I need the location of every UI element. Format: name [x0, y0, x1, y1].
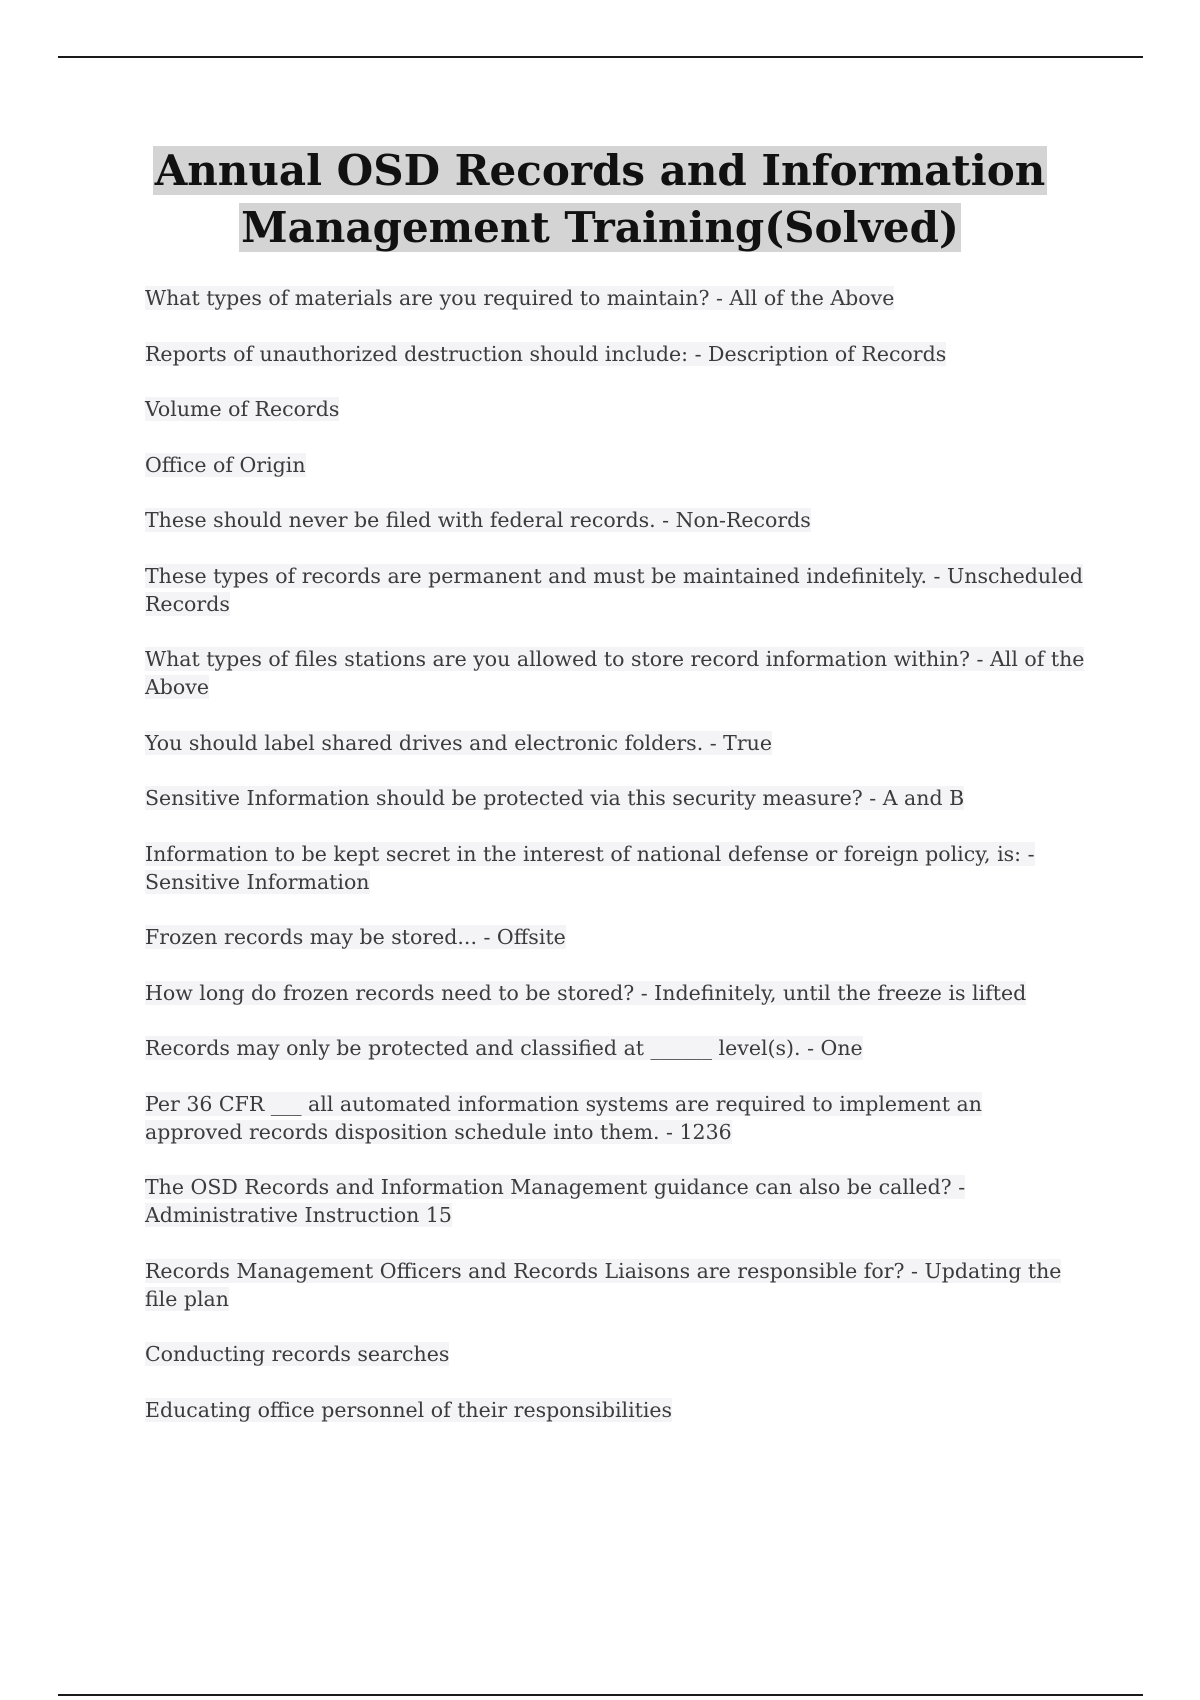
qa-item [145, 506, 1085, 534]
qa-item [145, 395, 1085, 423]
qa-item [145, 923, 1085, 951]
qa-text: What types of files stations are you allowed to store record information within? - All of the Above [145, 647, 1085, 699]
qa-text: Frozen records may be stored... - Offsite [145, 925, 566, 949]
qa-text: You should label shared drives and electronic folders. - True [145, 730, 772, 755]
qa-text: Reports of unauthorized destruction should include: - Description of Records [145, 341, 947, 366]
qa-text: Conducting records searches [145, 1342, 450, 1366]
qa-item [145, 1173, 1085, 1229]
qa-item [145, 840, 1085, 896]
qa-text: Sensitive Information should be protected via this security measure? - A and B [145, 786, 965, 810]
qa-text: Educating office personnel of their responsibilities [145, 1397, 673, 1422]
top-rule [58, 56, 1143, 58]
qa-item [145, 340, 1085, 368]
qa-item [145, 562, 1085, 618]
qa-item [145, 1090, 1085, 1146]
qa-text: Per 36 CFR ___ all automated information systems are required to implement an approved records disposition schedule into them. - 1236 [145, 1091, 982, 1144]
qa-item [145, 451, 1085, 479]
qa-item [145, 1340, 1085, 1368]
qa-item [145, 1396, 1085, 1424]
qa-text: These types of records are permanent and must be maintained indefinitely. - Unscheduled Records [145, 563, 1083, 616]
qa-text: Information to be kept secret in the interest of national defense or foreign policy, is: - Sensitive Information [145, 841, 1035, 894]
qa-item [145, 645, 1085, 701]
qa-text: Records may only be protected and classified at ______ level(s). - One [145, 1036, 863, 1060]
qa-list [145, 284, 1085, 1451]
qa-text: What types of materials are you required to maintain? - All of the Above [145, 286, 895, 310]
title-block [60, 142, 1140, 256]
qa-text: These should never be filed with federal records. - Non-Records [145, 508, 811, 532]
page-title [60, 142, 1140, 256]
qa-text: Volume of Records [145, 397, 340, 421]
qa-text: Office of Origin [145, 452, 306, 477]
bottom-rule [58, 1694, 1143, 1696]
qa-item [145, 284, 1085, 312]
title-line-1: Annual OSD Records and Information [154, 146, 1046, 195]
qa-item [145, 1034, 1085, 1062]
qa-text: The OSD Records and Information Management guidance can also be called? - Administrative Instruction 15 [145, 1175, 966, 1227]
qa-text: Records Management Officers and Records Liaisons are responsible for? - Updating the file plan [145, 1258, 1062, 1311]
qa-item [145, 784, 1085, 812]
qa-item [145, 1257, 1085, 1313]
qa-item [145, 729, 1085, 757]
qa-item [145, 979, 1085, 1007]
qa-text: How long do frozen records need to be stored? - Indefinitely, until the freeze is lifted [145, 980, 1027, 1005]
title-line-2: Management Training(Solved) [241, 203, 959, 252]
